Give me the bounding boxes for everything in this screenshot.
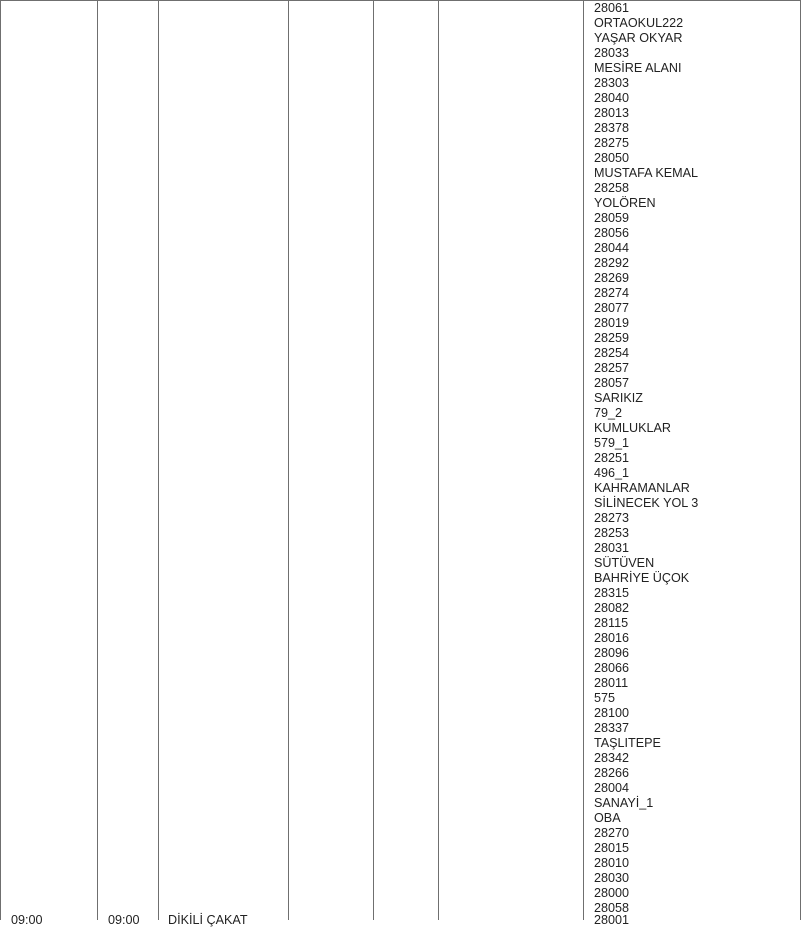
street-name: 575 [594,691,616,705]
street-name: 28010 [594,856,630,870]
street-name: 28254 [594,346,630,360]
street-name: 28031 [594,541,630,555]
street-name: 28274 [594,286,630,300]
street-name: 28044 [594,241,630,255]
street-name: 28061 [594,1,630,15]
street-name: YOLÖREN [594,196,656,210]
street-name: 28040 [594,91,630,105]
street-name: KUMLUKLAR [594,421,671,435]
street-name: 28050 [594,151,630,165]
next-row-street-first: 28001 [594,913,630,927]
street-name: 28266 [594,766,630,780]
column-divider-5 [438,1,439,920]
street-name: 496_1 [594,466,630,480]
street-name: 28342 [594,751,630,765]
street-name: 28004 [594,781,630,795]
street-name: YAŞAR OKYAR [594,31,683,45]
street-name: 28259 [594,331,630,345]
street-name: 28000 [594,886,630,900]
street-name: 28273 [594,511,630,525]
next-row-start-time: 09:00 [11,913,43,927]
street-name: 28270 [594,826,630,840]
street-name: 28096 [594,646,630,660]
street-name: KAHRAMANLAR [594,481,690,495]
column-divider-6 [583,1,584,920]
street-name: 28011 [594,676,629,690]
street-name: 28251 [594,451,630,465]
next-row-end-time: 09:00 [108,913,140,927]
street-name: 28019 [594,316,630,330]
street-name: 28257 [594,361,630,375]
street-list [594,1,698,916]
street-name: 28057 [594,376,630,390]
street-name: 28337 [594,721,630,735]
street-name: 28315 [594,586,630,600]
street-name: 28030 [594,871,630,885]
street-name: 28077 [594,301,630,315]
street-name: SÜTÜVEN [594,556,655,570]
street-name: 28292 [594,256,630,270]
street-name: 28015 [594,841,630,855]
next-row-district: DİKİLİ ÇAKAT [168,913,248,927]
street-name: 28066 [594,661,630,675]
street-name: SİLİNECEK YOL 3 [594,496,699,510]
street-name: 79_2 [594,406,623,420]
street-name: 28033 [594,46,630,60]
street-name: 28303 [594,76,630,90]
street-name: 28013 [594,106,630,120]
street-name: 579_1 [594,436,630,450]
street-name: 28378 [594,121,630,135]
column-divider-2 [158,1,159,920]
street-name: MESİRE ALANI [594,61,682,75]
street-name: 28100 [594,706,630,720]
street-name: 28058 [594,901,630,915]
street-name: TAŞLITEPE [594,736,661,750]
street-name: 28082 [594,601,630,615]
street-name: MUSTAFA KEMAL [594,166,699,180]
street-name: 28016 [594,631,630,645]
street-name: 28253 [594,526,630,540]
column-divider-3 [288,1,289,920]
street-name: 28056 [594,226,630,240]
column-divider-4 [373,1,374,920]
street-name: 28269 [594,271,630,285]
street-name: BAHRİYE ÜÇOK [594,571,690,585]
street-name: ORTAOKUL222 [594,16,684,30]
street-name: 28115 [594,616,629,630]
street-name: 28059 [594,211,630,225]
street-name: SARIKIZ [594,391,643,405]
street-name: 28275 [594,136,630,150]
street-name: OBA [594,811,621,825]
street-name: SANAYİ_1 [594,796,654,810]
column-divider-1 [97,1,98,920]
street-name: 28258 [594,181,630,195]
